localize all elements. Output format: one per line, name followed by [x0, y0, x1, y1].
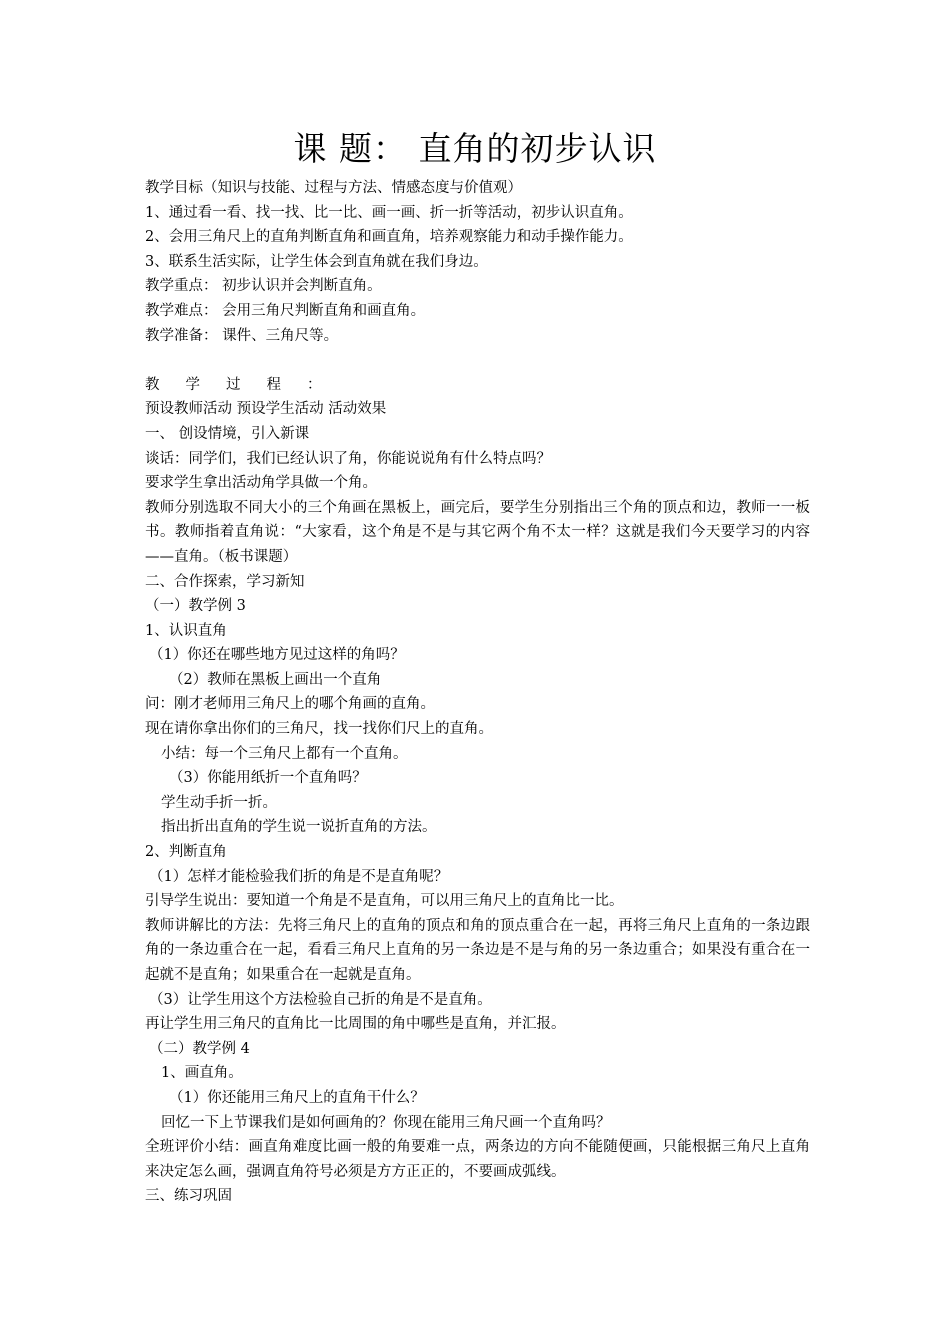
subsection-heading: （一）教学例 3	[145, 598, 246, 615]
text-paragraph: 教师讲解比的方法：先将三角尺上的直角的顶点和角的顶点重合在一起，再将三角尺上直角的一条边跟角的一条边重合在一起，看看三角尺上直角的另一条边是不是与角的另一条边重合；如果没有重合在一起就不是直角；如果重合在一起就是直角。	[145, 917, 810, 983]
document-body	[145, 176, 810, 1209]
item-heading: 1、画直角。	[161, 1065, 243, 1082]
section-3-heading: 三、练习巩固	[145, 1188, 232, 1205]
teaching-difficulty: 教学难点： 会用三角尺判断直角和画直角。	[145, 302, 426, 319]
text-line: 学生动手折一折。	[161, 794, 277, 811]
text-line: 再让学生用三角尺的直角比一比周围的角中哪些是直角，并汇报。	[145, 1016, 566, 1033]
item-heading: 1、认识直角	[145, 622, 227, 639]
objective-1: 1、通过看一看、找一找、比一比、画一画、折一折等活动，初步认识直角。	[145, 204, 633, 221]
section-1-heading: 一、 创设情境，引入新课	[145, 425, 310, 442]
text-line: 引导学生说出：要知道一个角是不是直角，可以用三角尺上的直角比一比。	[145, 893, 624, 910]
process-heading: 教学过程：	[145, 376, 348, 393]
activity-columns: 预设教师活动 预设学生活动 活动效果	[145, 401, 387, 418]
text-line: （3）你能用纸折一个直角吗？	[169, 770, 367, 787]
objective-2: 2、会用三角尺上的直角判断直角和画直角，培养观察能力和动手操作能力。	[145, 229, 633, 246]
text-paragraph: 教师分别选取不同大小的三个角画在黑板上，画完后，要学生分别指出三个角的顶点和边，教师一一板书。教师指着直角说：“大家看，这个角是不是与其它两个角不太一样？这就是我们今天要学习的内容——直角。（板书课题）	[145, 499, 810, 565]
teaching-preparation: 教学准备： 课件、三角尺等。	[145, 327, 339, 344]
text-line: 谈话：同学们，我们已经认识了角，你能说说角有什么特点吗？	[145, 450, 551, 467]
objectives-heading: 教学目标（知识与技能、过程与方法、情感态度与价值观）	[145, 180, 522, 196]
subsection-heading: （二）教学例 4	[149, 1040, 250, 1057]
text-line: 问：刚才老师用三角尺上的哪个角画的直角。	[145, 696, 435, 713]
text-line: （2）教师在黑板上画出一个直角	[169, 671, 382, 688]
text-line: （3）让学生用这个方法检验自己折的角是不是直角。	[149, 991, 492, 1008]
text-line: 小结：每一个三角尺上都有一个直角。	[161, 745, 408, 762]
text-line: （1）你还能用三角尺上的直角干什么？	[169, 1089, 425, 1106]
item-heading: 2、判断直角	[145, 844, 227, 861]
text-line: 指出折出直角的学生说一说折直角的方法。	[161, 819, 437, 836]
page-title: 课 题： 直角的初步认识	[293, 129, 657, 168]
text-line: （1）你还在哪些地方见过这样的角吗？	[149, 647, 405, 664]
text-line: （1）怎样才能检验我们折的角是不是直角呢？	[149, 868, 449, 885]
objective-3: 3、联系生活实际，让学生体会到直角就在我们身边。	[145, 253, 488, 270]
text-paragraph: 全班评价小结：画直角难度比画一般的角要难一点，两条边的方向不能随便画，只能根据三角尺上直角来决定怎么画，强调直角符号必须是方方正正的，不要画成弧线。	[145, 1139, 810, 1180]
blank-line	[145, 348, 810, 373]
text-line: 回忆一下上节课我们是如何画角的？你现在能用三角尺画一个直角吗？	[161, 1114, 611, 1131]
text-line: 要求学生拿出活动角学具做一个角。	[145, 475, 377, 492]
teaching-focus: 教学重点： 初步认识并会判断直角。	[145, 278, 382, 295]
section-2-heading: 二、合作探索，学习新知	[145, 573, 305, 590]
text-line: 现在请你拿出你们的三角尺，找一找你们尺上的直角。	[145, 721, 493, 738]
